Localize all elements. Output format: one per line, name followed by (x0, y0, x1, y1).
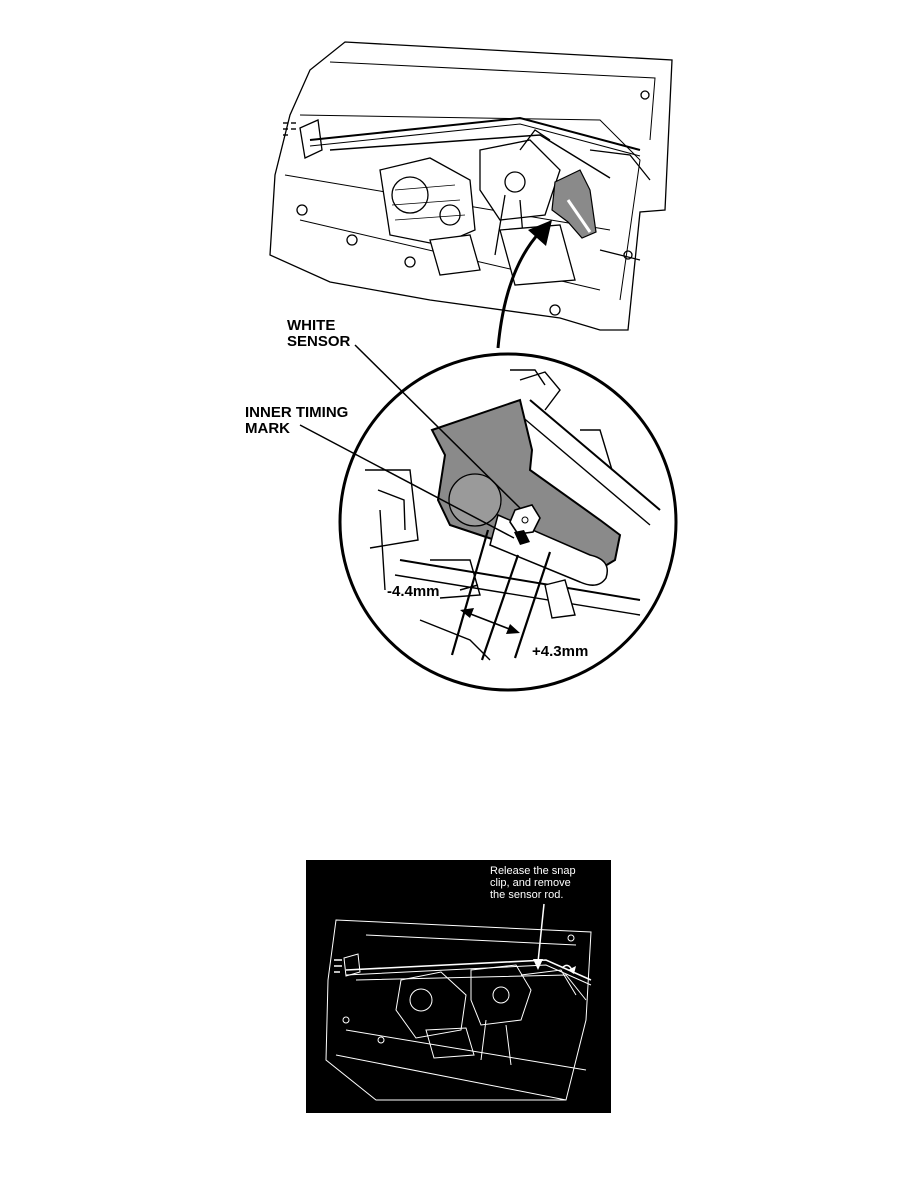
inner-timing-label-line1: INNER TIMING (245, 404, 349, 421)
minus-dimension-label: -4.4mm (387, 583, 440, 600)
bottom-illustration (306, 860, 611, 1113)
caption-line2: clip, and remove (490, 877, 571, 889)
white-sensor-label-line2: SENSOR (287, 333, 351, 350)
white-sensor-label-line1: WHITE (287, 317, 336, 334)
magnified-view (340, 354, 676, 690)
engine-bay-overview (270, 42, 672, 330)
caption-line3: the sensor rod. (490, 889, 564, 901)
inner-timing-label-line2: MARK (245, 420, 290, 437)
caption-line1: Release the snap (490, 865, 576, 877)
plus-dimension-label: +4.3mm (532, 643, 589, 660)
